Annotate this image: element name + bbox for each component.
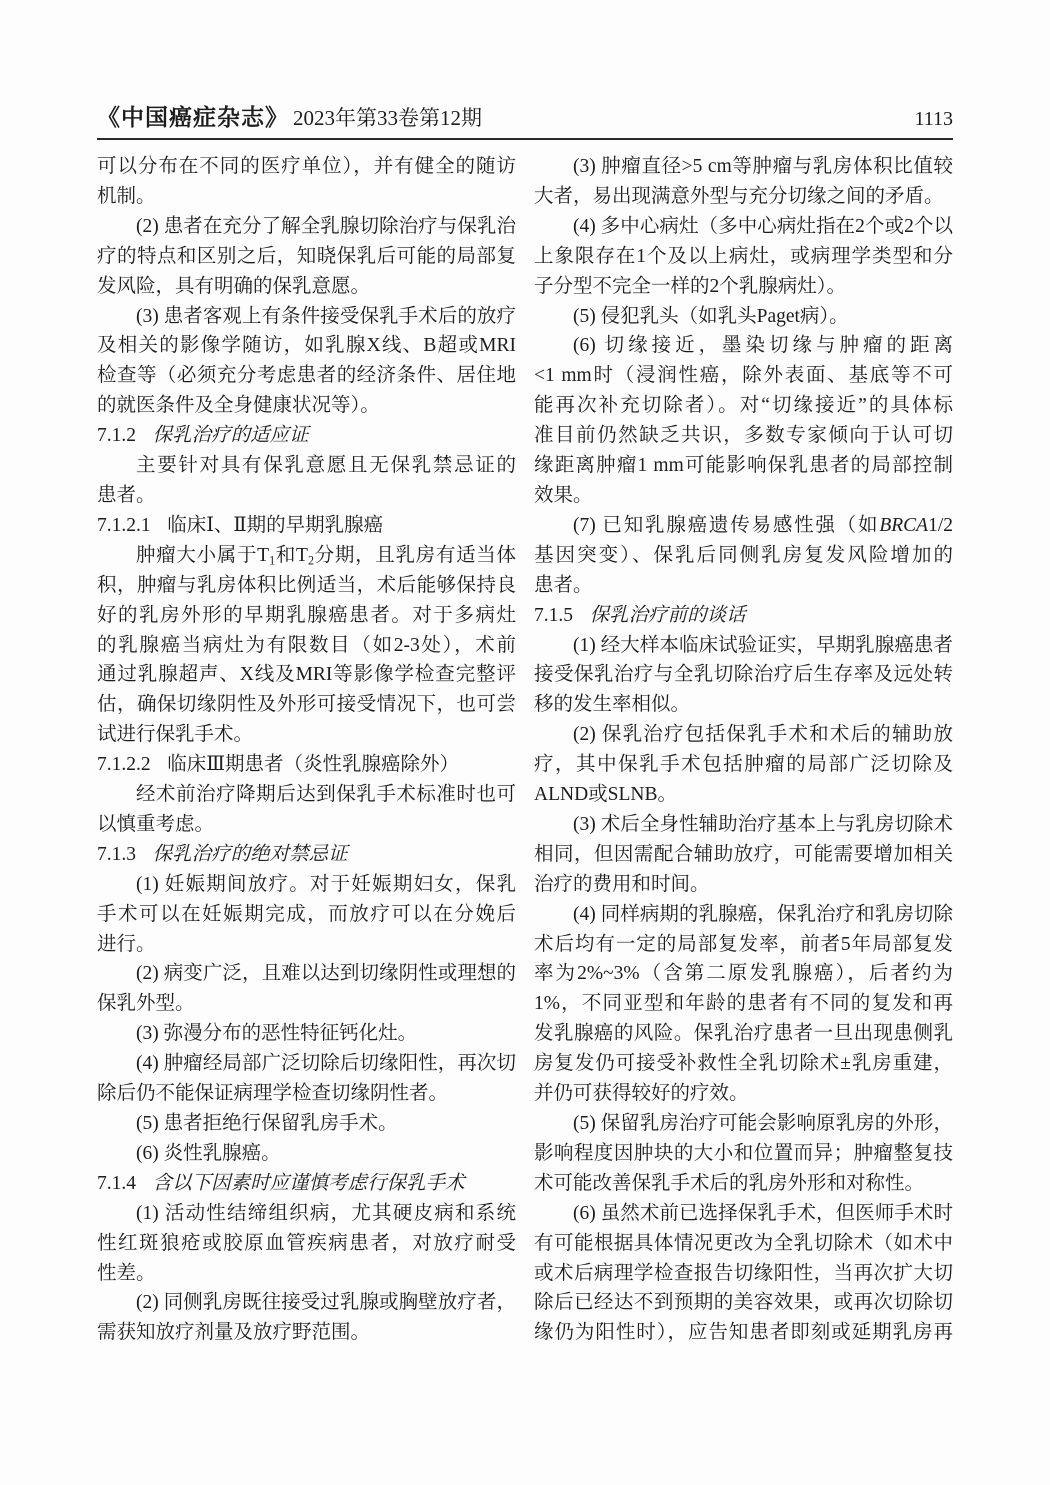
text-segment: 缘距离肿瘤1 mm可能影响保乳患者的局部控制 [534, 455, 953, 477]
text-segment: 发乳腺癌的风险。保乳治疗患者一旦出现患侧乳 [534, 1023, 953, 1045]
journal-title-logo: 《中国癌症杂志》 [97, 105, 289, 130]
text-segment: 好的乳房外形的早期乳腺癌患者。对于多病灶 [97, 604, 516, 626]
text-line [97, 1259, 516, 1289]
text-line [97, 1288, 516, 1318]
text-segment: (7) 已知乳腺癌遗传易感性强（如 [573, 514, 880, 536]
text-line [534, 810, 953, 840]
text-segment: (3) 弥漫分布的恶性特征钙化灶。 [136, 1023, 418, 1045]
text-line [97, 720, 516, 750]
text-line [97, 571, 516, 601]
text-line [534, 1199, 953, 1229]
text-line [97, 660, 516, 690]
text-segment: (2) 病变广泛，且难以达到切缘阴性或理想的 [136, 963, 516, 985]
text-segment: 及相关的影像学随访，如乳腺X线、B超或MRI [97, 335, 516, 357]
text-line [97, 152, 516, 182]
text-line [534, 421, 953, 451]
text-segment: 保乳治疗的绝对禁忌证 [152, 843, 348, 865]
page-header [97, 0, 953, 140]
text-segment: 肿瘤大小属于T [136, 544, 270, 566]
text-line [97, 302, 516, 332]
text-line [534, 511, 953, 541]
text-segment: 大者，易出现满意外型与充分切缘之间的矛盾。 [534, 185, 944, 207]
text-segment: (4) 肿瘤经局部广泛切除后切缘阳性，再次切 [136, 1053, 516, 1075]
text-line [97, 631, 516, 661]
text-line [97, 1199, 516, 1229]
text-line [534, 959, 953, 989]
text-line [534, 1139, 953, 1169]
text-line [534, 451, 953, 481]
text-segment: 性红斑狼疮或胶原血管疾病患者，对放疗耐受 [97, 1232, 516, 1254]
heading-number: 7.1.2.2 [97, 754, 151, 776]
heading-number: 7.1.5 [534, 604, 573, 626]
text-line [534, 331, 953, 361]
text-line [534, 272, 953, 302]
text-line [534, 361, 953, 391]
text-segment: (1) 妊娠期间放疗。对于妊娠期妇女，保乳 [136, 873, 516, 895]
text-segment: 有可能根据具体情况更改为全乳切除术（如术中 [534, 1232, 953, 1254]
text-segment: 除后仍不能保证病理学检查切缘阴性者。 [97, 1083, 449, 1105]
text-line [97, 481, 516, 511]
text-segment: 术可能改善保乳手术后的乳房外形和对称性。 [534, 1172, 925, 1194]
text-line [97, 1049, 516, 1079]
text-segment: 机制。 [97, 185, 156, 207]
text-line [97, 242, 516, 272]
text-segment: (6) 切缘接近，墨染切缘与肿瘤的距离 [573, 335, 953, 357]
text-segment: 估，确保切缘阴性及外形可接受情况下，也可尝 [97, 694, 516, 716]
text-segment: 临床Ⅲ期患者（炎性乳腺癌除外） [167, 754, 459, 776]
page-number: 1113 [914, 108, 953, 130]
text-segment: 试进行保乳手术。 [97, 724, 254, 746]
text-segment: 以慎重考虑。 [97, 813, 215, 835]
text-segment: (2) 保乳治疗包括保乳手术和术后的辅助放 [573, 724, 953, 746]
text-line [534, 1169, 953, 1199]
text-line [534, 1019, 953, 1049]
text-segment: 2 [307, 553, 314, 568]
heading-number: 7.1.2.1 [97, 514, 151, 536]
text-segment: (6) 炎性乳腺癌。 [136, 1142, 281, 1164]
text-line [534, 152, 953, 182]
text-line [534, 750, 953, 780]
text-segment: (2) 患者在充分了解全乳腺切除治疗与保乳治 [136, 215, 516, 237]
text-segment: 1 [269, 553, 276, 568]
text-line [97, 810, 516, 840]
section-heading [97, 511, 516, 541]
text-line [97, 1109, 516, 1139]
text-line [97, 1229, 516, 1259]
text-segment: ALND或SLNB。 [534, 784, 678, 806]
text-segment: 手术可以在妊娠期完成，而放疗可以在分娩后 [97, 903, 516, 925]
text-line [534, 242, 953, 272]
text-line [534, 182, 953, 212]
section-heading [97, 1169, 516, 1199]
text-segment: 进行。 [97, 933, 156, 955]
text-line [534, 690, 953, 720]
text-segment: 1%，不同亚型和年龄的患者有不同的复发和再 [534, 993, 953, 1015]
text-segment: 通过乳腺超声、X线及MRI等影像学检查完整评 [97, 664, 516, 686]
right-column [534, 152, 953, 1348]
text-segment: (4) 同样病期的乳腺癌，保乳治疗和乳房切除 [573, 903, 953, 925]
text-segment: (1) 经大样本临床试验证实，早期乳腺癌患者 [573, 634, 953, 656]
section-heading [97, 421, 516, 451]
text-line [97, 361, 516, 391]
text-line [534, 720, 953, 750]
text-line [534, 1109, 953, 1139]
text-line [534, 541, 953, 571]
text-line [534, 571, 953, 601]
text-line [97, 690, 516, 720]
text-segment: (3) 患者客观上有条件接受保乳手术后的放疗 [136, 305, 516, 327]
heading-number: 7.1.2 [97, 425, 136, 447]
text-segment: 上象限存在1个及以上病灶，或病理学类型和分 [534, 245, 953, 267]
text-segment: (5) 侵犯乳头（如乳头Paget病）。 [573, 305, 849, 327]
journal-issue-info: 2023年第33卷第12期 [293, 106, 482, 130]
text-segment: 移的发生率相似。 [534, 694, 691, 716]
text-segment: 分期，且乳房有适当体 [314, 544, 516, 566]
text-line [534, 1049, 953, 1079]
journal-masthead [97, 99, 482, 132]
text-line [97, 1318, 516, 1348]
text-segment: 检查等（必须充分考虑患者的经济条件、居住地 [97, 365, 516, 387]
text-segment: 患者。 [534, 574, 593, 596]
text-line [534, 989, 953, 1019]
text-segment: (5) 保留乳房治疗可能会影响原乳房的外形， [573, 1113, 953, 1134]
text-segment: 准目前仍然缺乏共识，多数专家倾向于认可切 [534, 425, 953, 447]
text-segment: 需获知放疗剂量及放疗野范围。 [97, 1322, 371, 1344]
text-line [97, 541, 516, 571]
text-segment: 和T [275, 544, 308, 566]
text-segment: 的乳腺癌当病灶为有限数目（如2-3处），术前 [97, 634, 516, 656]
text-segment: 主要针对具有保乳意愿且无保乳禁忌证的 [136, 455, 516, 477]
text-line [534, 1259, 953, 1289]
text-line [97, 451, 516, 481]
text-segment: <1 mm时（浸润性癌，除外表面、基底等不可 [534, 365, 953, 387]
text-segment: 疗，其中保乳手术包括肿瘤的局部广泛切除及 [534, 754, 953, 776]
text-line [534, 481, 953, 511]
text-segment: 保乳治疗前的谈话 [589, 604, 746, 626]
text-segment: 治疗的费用和时间。 [534, 873, 710, 895]
text-segment: 含以下因素时应谨慎考虑行保乳手术 [152, 1172, 465, 1194]
text-line [97, 1019, 516, 1049]
text-line [534, 1079, 953, 1109]
text-segment: 除后已经达不到预期的美容效果，或再次切除切 [534, 1292, 953, 1314]
text-segment: 临床Ⅰ、Ⅱ期的早期乳腺癌 [167, 514, 384, 536]
text-segment: 术后均有一定的局部复发率，前者5年局部复发 [534, 933, 953, 955]
text-line [534, 780, 953, 810]
text-line [97, 1079, 516, 1109]
text-segment: (3) 术后全身性辅助治疗基本上与乳房切除术 [573, 813, 953, 835]
text-line [534, 631, 953, 661]
text-segment: 缘仍为阳性时），应告知患者即刻或延期乳房再 [534, 1322, 953, 1344]
text-segment: 疗的特点和区别之后，知晓保乳后可能的局部复 [97, 245, 516, 267]
text-segment: 接受保乳治疗与全乳切除治疗后生存率及远处转 [534, 664, 953, 686]
text-segment: 性差。 [97, 1262, 156, 1284]
text-line [97, 780, 516, 810]
text-line [97, 1139, 516, 1169]
text-segment: 或术后病理学检查报告切缘阳性，当再次扩大切 [534, 1262, 953, 1284]
text-line [97, 331, 516, 361]
text-segment: 房复发仍可接受补救性全乳切除术±乳房重建， [534, 1053, 953, 1075]
text-segment: 经术前治疗降期后达到保乳手术标准时也可 [136, 784, 516, 806]
text-segment: (3) 肿瘤直径>5 cm等肿瘤与乳房体积比值较 [573, 156, 953, 177]
text-segment: (5) 患者拒绝行保留乳房手术。 [136, 1113, 398, 1134]
text-line [97, 930, 516, 960]
text-line [97, 989, 516, 1019]
text-segment: BRCA [879, 514, 929, 536]
text-line [534, 1318, 953, 1348]
text-line [534, 900, 953, 930]
text-line [534, 930, 953, 960]
text-line [97, 391, 516, 421]
text-line [97, 900, 516, 930]
text-line [534, 660, 953, 690]
text-segment: 积，肿瘤与乳房体积比例适当，术后能够保持良 [97, 574, 516, 596]
text-segment: 基因突变）、保乳后同侧乳房复发风险增加的 [534, 544, 953, 566]
text-segment: 能再次补充切除者）。对“切缘接近”的具体标 [534, 395, 953, 417]
text-line [534, 302, 953, 332]
text-segment: 可以分布在不同的医疗单位），并有健全的随访 [97, 156, 516, 177]
text-segment: 1/2 [928, 514, 953, 536]
text-segment: 保乳外型。 [97, 993, 195, 1015]
text-line [97, 212, 516, 242]
section-heading [97, 840, 516, 870]
text-line [534, 1288, 953, 1318]
text-segment: 患者。 [97, 484, 156, 506]
text-line [97, 601, 516, 631]
text-segment: (4) 多中心病灶（多中心病灶指在2个或2个以 [573, 215, 953, 237]
text-line [97, 272, 516, 302]
text-segment: 影响程度因肿块的大小和位置而异；肿瘤整复技 [534, 1142, 953, 1164]
text-segment: 效果。 [534, 484, 593, 506]
section-heading [534, 601, 953, 631]
text-line [97, 870, 516, 900]
text-line [97, 182, 516, 212]
heading-number: 7.1.3 [97, 843, 136, 865]
text-segment: 发风险，具有明确的保乳意愿。 [97, 275, 371, 297]
text-line [534, 212, 953, 242]
text-segment: 的就医条件及全身健康状况等）。 [97, 395, 380, 417]
text-segment: 相同，但因需配合辅助放疗，可能需要增加相关 [534, 843, 953, 865]
text-segment: (2) 同侧乳房既往接受过乳腺或胸壁放疗者， [136, 1292, 516, 1314]
text-line [534, 1229, 953, 1259]
text-segment: (1) 活动性结缔组织病，尤其硬皮病和系统 [136, 1202, 516, 1224]
text-segment: 保乳治疗的适应证 [152, 425, 309, 447]
text-segment: 子分型不完全一样的2个乳腺病灶）。 [534, 275, 847, 297]
section-heading [97, 750, 516, 780]
text-line [534, 391, 953, 421]
text-line [534, 870, 953, 900]
text-segment: (6) 虽然术前已选择保乳手术，但医师手术时 [573, 1202, 953, 1224]
left-column [97, 152, 516, 1348]
text-line [534, 840, 953, 870]
heading-number: 7.1.4 [97, 1172, 136, 1194]
text-line [97, 959, 516, 989]
article-body [97, 152, 953, 1348]
text-segment: 率为2%~3%（含第二原发乳腺癌），后者约为 [534, 963, 953, 985]
text-segment: 并仍可获得较好的疗效。 [534, 1083, 749, 1105]
